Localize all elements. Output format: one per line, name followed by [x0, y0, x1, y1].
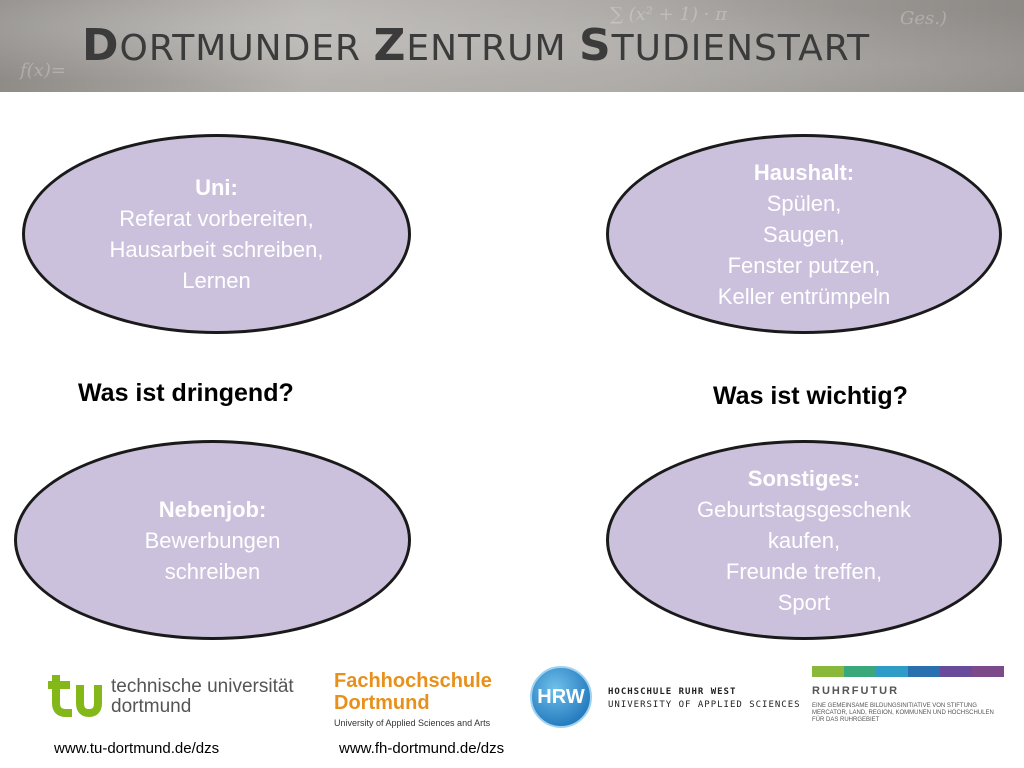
title-initial: S: [578, 20, 612, 71]
hrw-logo: [530, 666, 801, 730]
ellipse-line: kaufen,: [767, 527, 841, 553]
tu-logo-mark: [46, 671, 104, 719]
fh-logo-subtitle: University of Applied Sciences and Arts: [334, 718, 491, 728]
ellipse-line: Spülen,: [766, 190, 842, 216]
color-segment: [940, 666, 972, 677]
ruhrfutur-subtitle: EINE GEMEINSAME BILDUNGSINITIATIVE VON STIFTUNG MERCATOR, LAND, REGION, KOMMUNEN UND HOCHSCHULEN FÜR DAS RUHRGEBIET: [812, 703, 994, 723]
fh-logo-line: Dortmund: [334, 692, 430, 714]
ellipse-line: Sport: [777, 589, 831, 615]
question-important: Was ist wichtig?: [713, 382, 908, 410]
ellipse-haushalt: [606, 134, 1002, 334]
fh-url-link[interactable]: www.fh-dortmund.de/dzs: [339, 740, 505, 757]
ellipse-line: Lernen: [182, 268, 251, 293]
title-initial: Z: [373, 20, 407, 71]
hrw-logo-text: [608, 686, 801, 712]
color-segment: [812, 666, 844, 677]
ruhrfutur-color-bar: [812, 666, 1004, 677]
color-segment: [844, 666, 876, 677]
hrw-logo-line: HOCHSCHULE RUHR WEST: [608, 687, 737, 697]
tu-logo-line: technische universität: [111, 676, 294, 697]
fh-dortmund-logo: [334, 670, 514, 730]
tu-logo-text: [111, 677, 294, 717]
title-initial: D: [82, 20, 120, 71]
ellipse-line: Geburtstagsgeschenk: [696, 496, 912, 522]
ellipse-uni: [22, 134, 411, 334]
tu-url-link[interactable]: www.tu-dortmund.de/dzs: [54, 740, 220, 757]
chalk-scribble: ∑ (x² + 1) · π: [610, 4, 727, 25]
color-segment: [972, 666, 1004, 677]
tu-logo-line: dortmund: [111, 696, 192, 717]
ellipse-heading: Uni:: [195, 175, 238, 200]
title-word: ENTRUM: [406, 28, 579, 69]
ellipse-line: Keller entrümpeln: [717, 283, 891, 309]
ellipse-heading: Sonstiges:: [747, 465, 861, 491]
color-segment: [876, 666, 908, 677]
ruhrfutur-name: RUHRFUTUR: [812, 685, 900, 697]
ellipse-line: schreiben: [164, 558, 261, 584]
hrw-logo-mark: HRW: [530, 666, 592, 728]
ellipse-line: Saugen,: [763, 221, 845, 247]
page-title: [82, 20, 870, 75]
ellipse-heading: Nebenjob:: [158, 496, 267, 522]
ellipse-line: Freunde treffen,: [725, 558, 883, 584]
fh-logo-line: Fachhochschule: [334, 670, 492, 692]
ruhrfutur-logo: [812, 666, 1007, 730]
ellipse-heading: Haushalt:: [753, 159, 855, 185]
tu-dortmund-logo: [46, 671, 306, 723]
question-urgent: Was ist dringend?: [78, 379, 294, 407]
hrw-logo-line: UNIVERSITY OF APPLIED SCIENCES: [608, 700, 801, 710]
chalk-scribble: Ges.): [900, 8, 948, 29]
ellipse-line: Fenster putzen,: [727, 252, 881, 278]
title-word: TUDIENSTART: [611, 28, 871, 69]
title-word: ORTMUNDER: [119, 28, 374, 69]
header-banner: [0, 0, 1024, 92]
ellipse-nebenjob: [14, 440, 411, 640]
chalk-scribble: f(x)=: [20, 60, 66, 81]
ellipse-line: Referat vorbereiten,: [119, 206, 314, 231]
ellipse-line: Bewerbungen: [144, 527, 281, 553]
ellipse-sonstiges: [606, 440, 1002, 640]
ellipse-line: Hausarbeit schreiben,: [109, 237, 324, 262]
color-segment: [908, 666, 940, 677]
